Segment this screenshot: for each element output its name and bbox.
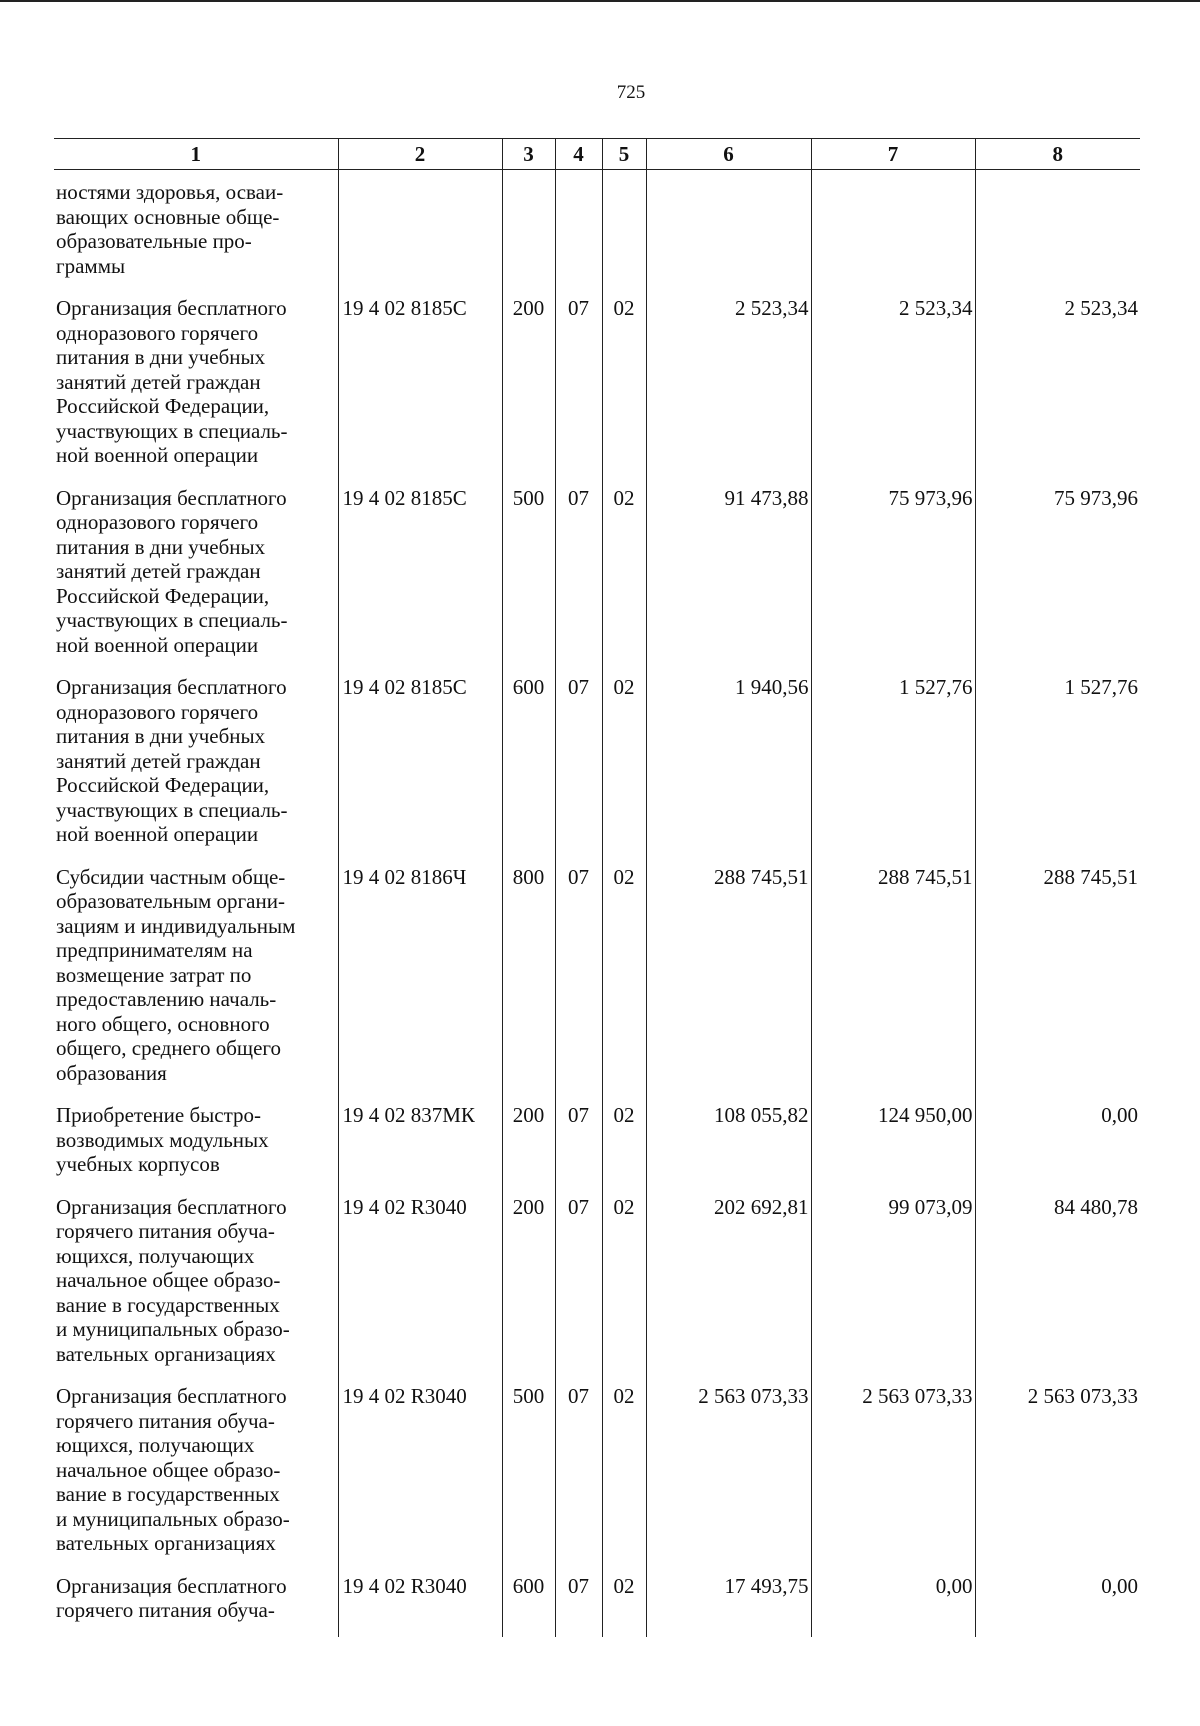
description-line: занятий детей граждан bbox=[56, 369, 261, 394]
cell-section: 07 bbox=[555, 292, 602, 482]
cell-description bbox=[54, 1191, 338, 1381]
description-line: питания в дни учебных bbox=[56, 345, 266, 369]
cell-target-code: 19 4 02 8185С bbox=[338, 292, 502, 482]
description-line: начальное общее образо- bbox=[56, 1457, 281, 1482]
cell-subsection: 02 bbox=[602, 482, 646, 672]
description-line: Российской Федерации, bbox=[56, 394, 270, 418]
cell-target-code: 19 4 02 8185С bbox=[338, 482, 502, 672]
description-line: Организация бесплатного bbox=[56, 485, 287, 510]
description-line: ющихся, получающих bbox=[56, 1243, 255, 1268]
cell-amount-col7: 0,00 bbox=[811, 1570, 975, 1637]
cell-amount-col8: 2 563 073,33 bbox=[975, 1380, 1140, 1570]
description-line: одноразового горячего bbox=[56, 699, 259, 724]
description-line: питания в дни учебных bbox=[56, 724, 266, 748]
cell-subsection: 02 bbox=[602, 1380, 646, 1570]
description-line: зациям и индивидуальным bbox=[56, 913, 296, 938]
cell-target-code: 19 4 02 837МК bbox=[338, 1099, 502, 1191]
description-line: горячего питания обуча- bbox=[56, 1408, 275, 1433]
description-line: предоставлению началь- bbox=[56, 987, 277, 1011]
description-line: занятий детей граждан bbox=[56, 748, 261, 773]
cell-description bbox=[54, 170, 338, 293]
cell-amount-col8: 75 973,96 bbox=[975, 482, 1140, 672]
description-line: участвующих в специаль- bbox=[56, 418, 288, 443]
cell-description bbox=[54, 482, 338, 672]
description-line: Российской Федерации, bbox=[56, 583, 270, 608]
header-col-5: 5 bbox=[602, 139, 646, 170]
description-line: Организация бесплатного bbox=[56, 1194, 287, 1219]
cell-target-code bbox=[338, 170, 502, 293]
cell-amount-col8 bbox=[975, 170, 1140, 293]
description-line: ной военной операции bbox=[56, 822, 259, 846]
description-line: одноразового горячего bbox=[56, 510, 259, 534]
cell-expense-type: 200 bbox=[502, 292, 555, 482]
description-line: участвующих в специаль- bbox=[56, 797, 288, 822]
description-line: образовательным органи- bbox=[56, 889, 285, 913]
cell-amount-col8: 288 745,51 bbox=[975, 861, 1140, 1100]
cell-description bbox=[54, 1099, 338, 1191]
description-line: Субсидии частным обще- bbox=[56, 864, 286, 889]
cell-target-code: 19 4 02 R3040 bbox=[338, 1380, 502, 1570]
description-line: образования bbox=[56, 1060, 167, 1085]
cell-expense-type: 500 bbox=[502, 482, 555, 672]
description-line: Организация бесплатного bbox=[56, 296, 287, 320]
cell-expense-type: 500 bbox=[502, 1380, 555, 1570]
cell-amount-col6 bbox=[646, 170, 811, 293]
table-row bbox=[54, 292, 1140, 482]
header-col-6: 6 bbox=[646, 139, 811, 170]
description-line: ностями здоровья, осваи- bbox=[56, 180, 284, 204]
table-row bbox=[54, 1570, 1140, 1637]
cell-target-code: 19 4 02 8185С bbox=[338, 671, 502, 861]
top-edge-rule bbox=[0, 0, 1200, 2]
description-line: ющихся, получающих bbox=[56, 1433, 255, 1457]
cell-subsection: 02 bbox=[602, 671, 646, 861]
cell-amount-col7: 2 523,34 bbox=[811, 292, 975, 482]
table-row bbox=[54, 1380, 1140, 1570]
description-line: ной военной операции bbox=[56, 632, 259, 657]
cell-amount-col7: 2 563 073,33 bbox=[811, 1380, 975, 1570]
header-col-8: 8 bbox=[975, 139, 1140, 170]
table-row bbox=[54, 1191, 1140, 1381]
cell-expense-type: 200 bbox=[502, 1191, 555, 1381]
cell-amount-col6: 108 055,82 bbox=[646, 1099, 811, 1191]
description-line: Организация бесплатного bbox=[56, 1384, 287, 1408]
cell-amount-col6: 288 745,51 bbox=[646, 861, 811, 1100]
description-line: предпринимателям на bbox=[56, 938, 253, 962]
cell-amount-col6: 202 692,81 bbox=[646, 1191, 811, 1381]
cell-amount-col8: 2 523,34 bbox=[975, 292, 1140, 482]
cell-expense-type: 200 bbox=[502, 1099, 555, 1191]
table-row bbox=[54, 671, 1140, 861]
cell-subsection bbox=[602, 170, 646, 293]
cell-subsection: 02 bbox=[602, 292, 646, 482]
table-row bbox=[54, 861, 1140, 1100]
description-line: учебных корпусов bbox=[56, 1152, 220, 1176]
description-line: вательных организациях bbox=[56, 1531, 276, 1555]
cell-amount-col8: 0,00 bbox=[975, 1099, 1140, 1191]
cell-expense-type: 800 bbox=[502, 861, 555, 1100]
description-line: горячего питания обуча- bbox=[56, 1598, 275, 1622]
cell-section: 07 bbox=[555, 1099, 602, 1191]
cell-amount-col6: 2 563 073,33 bbox=[646, 1380, 811, 1570]
cell-subsection: 02 bbox=[602, 1570, 646, 1637]
cell-amount-col6: 91 473,88 bbox=[646, 482, 811, 672]
description-line: граммы bbox=[56, 253, 126, 278]
header-row bbox=[54, 139, 1140, 170]
description-line: питания в дни учебных bbox=[56, 534, 266, 559]
cell-amount-col7: 1 527,76 bbox=[811, 671, 975, 861]
cell-target-code: 19 4 02 R3040 bbox=[338, 1570, 502, 1637]
cell-amount-col6: 2 523,34 bbox=[646, 292, 811, 482]
cell-section: 07 bbox=[555, 482, 602, 672]
cell-subsection: 02 bbox=[602, 1191, 646, 1381]
cell-section: 07 bbox=[555, 1191, 602, 1381]
cell-amount-col7: 75 973,96 bbox=[811, 482, 975, 672]
cell-amount-col7: 288 745,51 bbox=[811, 861, 975, 1100]
cell-description bbox=[54, 861, 338, 1100]
table-row bbox=[54, 170, 1140, 293]
description-line: одноразового горячего bbox=[56, 320, 259, 345]
cell-amount-col8: 84 480,78 bbox=[975, 1191, 1140, 1381]
cell-amount-col7: 124 950,00 bbox=[811, 1099, 975, 1191]
cell-expense-type: 600 bbox=[502, 671, 555, 861]
description-line: участвующих в специаль- bbox=[56, 608, 288, 632]
description-line: вание в государственных bbox=[56, 1292, 280, 1317]
description-line: занятий детей граждан bbox=[56, 559, 261, 583]
cell-expense-type: 600 bbox=[502, 1570, 555, 1637]
description-line: вательных организациях bbox=[56, 1341, 276, 1366]
cell-subsection: 02 bbox=[602, 861, 646, 1100]
description-line: возводимых модульных bbox=[56, 1127, 269, 1152]
description-line: вающих основные обще- bbox=[56, 204, 280, 229]
table-row bbox=[54, 482, 1140, 672]
description-line: горячего питания обуча- bbox=[56, 1219, 275, 1243]
header-col-3: 3 bbox=[502, 139, 555, 170]
description-line: ного общего, основного bbox=[56, 1011, 270, 1036]
cell-section: 07 bbox=[555, 861, 602, 1100]
cell-amount-col7 bbox=[811, 170, 975, 293]
cell-subsection: 02 bbox=[602, 1099, 646, 1191]
description-line: и муниципальных образо- bbox=[56, 1506, 290, 1531]
description-line: возмещение затрат по bbox=[56, 962, 252, 987]
budget-table bbox=[54, 138, 1140, 1637]
cell-target-code: 19 4 02 8186Ч bbox=[338, 861, 502, 1100]
header-col-1: 1 bbox=[54, 139, 338, 170]
cell-amount-col6: 1 940,56 bbox=[646, 671, 811, 861]
cell-section: 07 bbox=[555, 1570, 602, 1637]
cell-amount-col6: 17 493,75 bbox=[646, 1570, 811, 1637]
description-line: ной военной операции bbox=[56, 443, 259, 467]
description-line: Организация бесплатного bbox=[56, 675, 287, 699]
table-body bbox=[54, 170, 1140, 1637]
description-line: общего, среднего общего bbox=[56, 1036, 281, 1060]
description-line: и муниципальных образо- bbox=[56, 1317, 290, 1341]
cell-amount-col7: 99 073,09 bbox=[811, 1191, 975, 1381]
cell-section: 07 bbox=[555, 671, 602, 861]
cell-description bbox=[54, 1570, 338, 1637]
cell-description bbox=[54, 1380, 338, 1570]
description-line: Приобретение быстро- bbox=[56, 1103, 261, 1127]
cell-description bbox=[54, 292, 338, 482]
cell-description bbox=[54, 671, 338, 861]
table-header bbox=[54, 139, 1140, 170]
header-col-7: 7 bbox=[811, 139, 975, 170]
cell-amount-col8: 1 527,76 bbox=[975, 671, 1140, 861]
description-line: начальное общее образо- bbox=[56, 1268, 281, 1292]
description-line: Российской Федерации, bbox=[56, 773, 270, 797]
description-line: вание в государственных bbox=[56, 1482, 280, 1506]
cell-section: 07 bbox=[555, 1380, 602, 1570]
table-row bbox=[54, 1099, 1140, 1191]
cell-amount-col8: 0,00 bbox=[975, 1570, 1140, 1637]
cell-section bbox=[555, 170, 602, 293]
page-number: 725 bbox=[616, 82, 646, 103]
cell-target-code: 19 4 02 R3040 bbox=[338, 1191, 502, 1381]
description-line: Организация бесплатного bbox=[56, 1573, 287, 1598]
cell-expense-type bbox=[502, 170, 555, 293]
description-line: образовательные про- bbox=[56, 229, 252, 253]
header-col-2: 2 bbox=[338, 139, 502, 170]
header-col-4: 4 bbox=[555, 139, 602, 170]
